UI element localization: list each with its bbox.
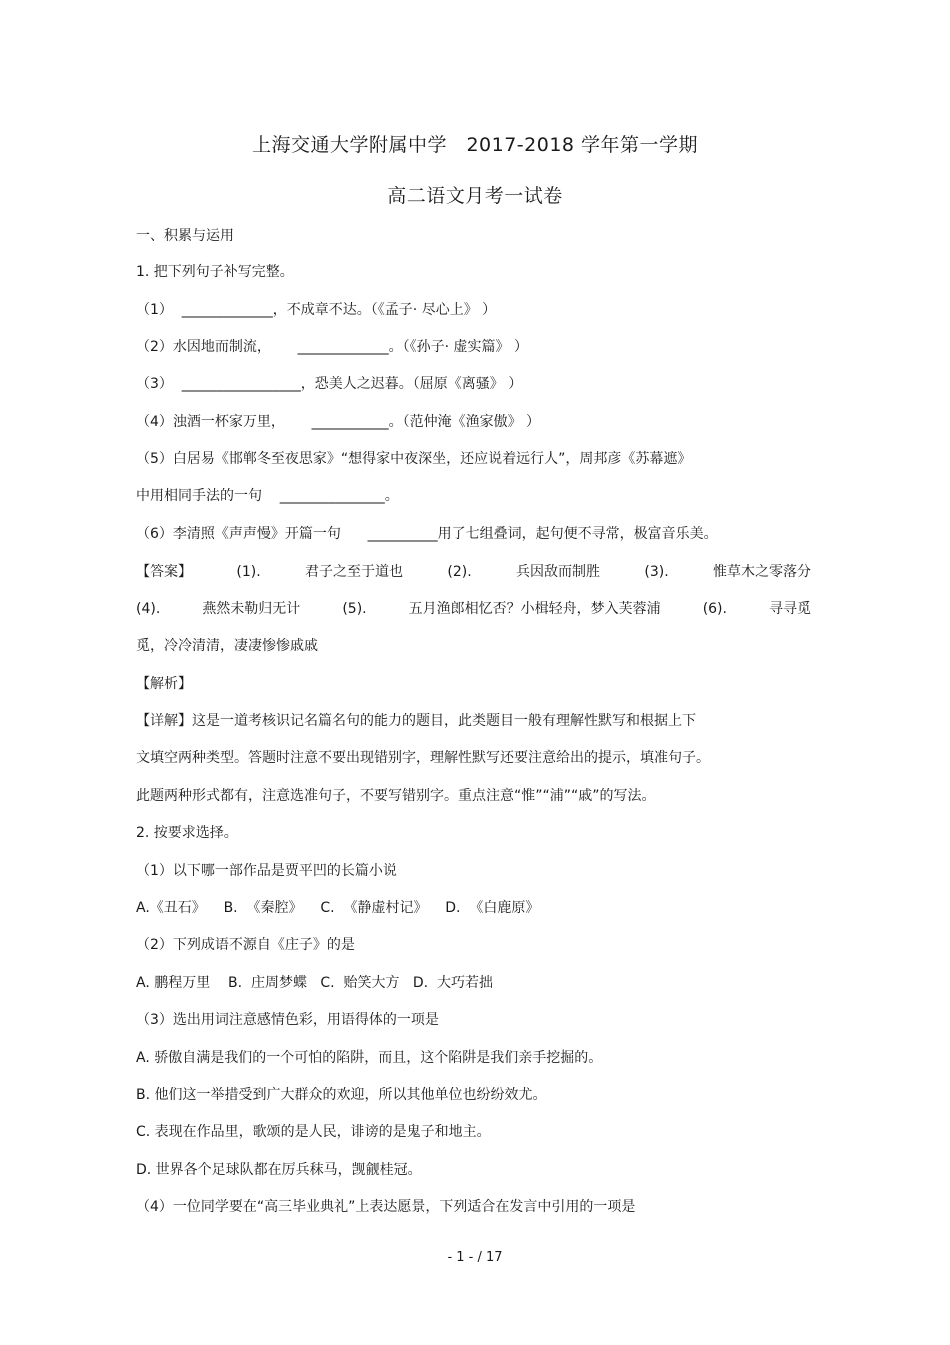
q2-sub-3: （3）选出用词注意感情色彩，用语得体的一项是 (136, 1012, 439, 1028)
analysis-label: 【解析】 (136, 676, 192, 692)
answer-label: 【答案】 (136, 564, 192, 580)
q1-item-3: （3） _________________，恐美人之迟暮。（屈原《离骚》 ） (136, 376, 523, 392)
answer-num: (3). (644, 564, 669, 580)
answer-text: 兵因敌而制胜 (516, 564, 600, 580)
q2-sub-3-option-c: C. 表现在作品里，歌颂的是人民，诽谤的是鬼子和地主。 (136, 1124, 491, 1140)
answer-num: (1). (236, 564, 261, 580)
answer-num: (2). (447, 564, 472, 580)
answer-text: 君子之至于道也 (305, 564, 403, 580)
q1-item-1: （1） _____________，不成章不达。（《孟子· 尽心上》 ） (136, 302, 497, 318)
q2-sub-3-option-b: B. 他们这一举措受到广大群众的欢迎，所以其他单位也纷纷效尤。 (136, 1087, 547, 1103)
answer-row (136, 562, 811, 582)
detail-line-1: 【详解】这是一道考核识记名篇名句的能力的题目，此类题目一般有理解性默写和根据上下 (136, 713, 696, 729)
q2-sub-4: （4）一位同学要在“高三毕业典礼”上表达愿景，下列适合在发言中引用的一项是 (136, 1199, 636, 1215)
q1-item-4: （4）浊酒一杯家万里， ___________。（范仲淹《渔家傲》 ） (136, 414, 541, 430)
document-subtitle: 高二语文月考一试卷 (387, 185, 563, 207)
answer-text: 寻寻觅 (769, 601, 811, 617)
answer-num: (5). (342, 601, 367, 617)
document-title: 上海交通大学附属中学 2017-2018 学年第一学期 (251, 134, 699, 156)
answer-row (136, 599, 811, 619)
detail-line-3: 此题两种形式都有，注意选准句子，不要写错别字。重点注意“惟”“浦”“戚”的写法。 (136, 788, 656, 804)
answer-text: 燕然未勒归无计 (202, 601, 301, 617)
answer-text: 五月渔郎相忆否？小楫轻舟，梦入芙蓉浦 (408, 601, 661, 617)
answer-num: (4). (136, 601, 161, 617)
q2-sub-1-options: A.《丑石》 B. 《秦腔》 C. 《静虚村记》 D. 《白鹿原》 (136, 900, 540, 916)
q2-sub-3-option-d: D. 世界各个足球队都在厉兵秣马，觊觎桂冠。 (136, 1162, 422, 1178)
page-number: - 1 - / 17 (447, 1250, 503, 1265)
answer-text: 惟草木之零落分 (713, 564, 811, 580)
answer-num: (6). (702, 601, 727, 617)
question-1-title: 1. 把下列句子补写完整。 (136, 264, 294, 280)
q2-sub-2: （2）下列成语不源自《庄子》的是 (136, 937, 355, 953)
q1-item-2: （2）水因地而制流， _____________。（《孙子· 虚实篇》 ） (136, 339, 528, 355)
q2-sub-3-option-a: A. 骄傲自满是我们的一个可怕的陷阱，而且，这个陷阱是我们亲手挖掘的。 (136, 1050, 603, 1066)
q1-item-5: （5）白居易《邯郸冬至夜思家》“想得家中夜深坐，还应说着远行人”，周邦彦《苏幕遮》 (136, 451, 692, 467)
q2-sub-2-options: A. 鹏程万里 B. 庄周梦蝶 C. 贻笑大方 D. 大巧若拙 (136, 975, 493, 991)
question-2-title: 2. 按要求选择。 (136, 825, 238, 841)
q2-sub-1: （1）以下哪一部作品是贾平凹的长篇小说 (136, 863, 397, 879)
detail-line-2: 文填空两种类型。答题时注意不要出现错别字，理解性默写还要注意给出的提示，填准句子。 (136, 750, 710, 766)
section-heading: 一、积累与运用 (136, 228, 234, 244)
answer-row-cont: 觅，冷冷清清，凄凄惨惨戚戚 (136, 638, 318, 654)
q1-item-6: （6）李清照《声声慢》开篇一句 __________用了七组叠词，起句便不寻常，极富音乐美。 (136, 526, 718, 542)
q1-item-5-cont: 中用相同手法的一句 _______________。 (136, 488, 399, 504)
